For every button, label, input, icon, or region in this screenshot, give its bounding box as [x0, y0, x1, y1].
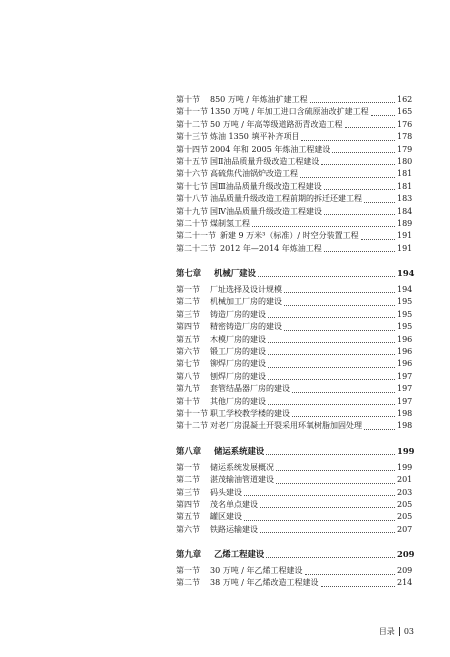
toc-entry	[176, 524, 411, 536]
toc-page-number: 197	[397, 371, 413, 381]
toc-title: 罐区建设	[210, 512, 242, 522]
toc-entry	[176, 334, 411, 346]
toc-entry	[176, 565, 411, 577]
toc-title: 国Ⅳ油品质量升级改造工程建设	[210, 206, 322, 216]
toc-leader-dots	[268, 404, 395, 405]
toc-title: 铸造厂房的建设	[210, 309, 266, 319]
toc-page-number: 179	[397, 144, 413, 154]
toc-entry	[176, 131, 411, 143]
toc-page-number: 194	[397, 285, 413, 295]
toc-leader-dots	[258, 276, 395, 277]
toc-title: 38 万吨 / 年乙烯改造工程建设	[210, 578, 319, 588]
toc-section-label: 第十节	[176, 396, 200, 406]
toc-title: 铁路运输建设	[210, 524, 258, 534]
toc-section-label: 第五节	[176, 512, 200, 522]
toc-entry	[176, 578, 411, 590]
toc-leader-dots	[300, 177, 395, 178]
toc-page-number: 184	[397, 206, 413, 216]
toc-title: 茂名单点建设	[210, 499, 258, 509]
toc-title: 码头建设	[210, 487, 242, 497]
toc-entry	[176, 106, 411, 118]
toc-leader-dots	[361, 239, 395, 240]
toc-section-label: 第十一节	[176, 107, 208, 117]
toc-entry	[176, 94, 411, 106]
toc-section-label: 第二十节	[176, 218, 208, 228]
toc-entry	[176, 383, 411, 395]
toc-leader-dots	[292, 392, 395, 393]
toc-title: 2004 年和 2005 年炼油工程建设	[210, 144, 331, 154]
toc-leader-dots	[276, 470, 395, 471]
toc-entry	[176, 284, 411, 296]
toc-leader-dots	[332, 152, 395, 153]
toc-leader-dots	[260, 507, 395, 508]
toc-page-number: 214	[397, 578, 413, 588]
toc-section-label: 第三节	[176, 487, 200, 497]
toc-leader-dots	[305, 574, 395, 575]
toc-page-number: 199	[397, 462, 413, 472]
toc-page-number: 181	[397, 181, 413, 191]
toc-leader-dots	[364, 429, 395, 430]
toc-leader-dots	[268, 354, 395, 355]
toc-entry	[176, 230, 411, 242]
toc-section-label: 第十九节	[176, 206, 208, 216]
toc-section-label: 第二节	[176, 578, 200, 588]
toc-entry	[176, 206, 411, 218]
toc-entry	[176, 462, 411, 474]
toc-page-number: 181	[397, 169, 413, 179]
toc-page-number: 207	[397, 524, 413, 534]
toc-section-label: 第六节	[176, 347, 200, 357]
toc-section-label: 第十二节	[176, 119, 208, 129]
toc-page-number: 198	[397, 408, 413, 418]
toc-entry	[176, 144, 411, 156]
toc-title: 炼油 1350 填平补齐项目	[210, 132, 300, 142]
toc-section-label: 第十一节	[176, 408, 208, 418]
toc-section-label: 第二节	[176, 297, 200, 307]
toc-page-number: 178	[397, 132, 413, 142]
toc-page-number: 176	[397, 119, 413, 129]
toc-entry	[176, 218, 411, 230]
toc-section-label: 第八章	[176, 445, 202, 456]
toc-page-number: 196	[397, 347, 413, 357]
toc-page-number: 194	[397, 268, 415, 279]
toc-section-label: 第十五节	[176, 156, 208, 166]
toc-leader-dots	[276, 483, 395, 484]
toc-page-number: 180	[397, 156, 413, 166]
toc-entry	[176, 119, 411, 131]
toc-page-number: 195	[397, 297, 413, 307]
toc-title: 湛茂输油管道建设	[210, 475, 274, 485]
toc-title: 50 万吨 / 年高等级道路沥青改造工程	[210, 119, 343, 129]
toc-leader-dots	[244, 495, 395, 496]
toc-title: 储运系统建设	[214, 445, 265, 456]
footer-separator	[399, 627, 400, 636]
toc-section-label: 第九章	[176, 549, 202, 560]
toc-chapter-row	[176, 266, 415, 280]
toc-title: 套管结晶器厂房的建设	[210, 384, 290, 394]
toc-entry	[176, 309, 411, 321]
toc-section-label: 第八节	[176, 371, 200, 381]
toc-entry	[176, 181, 411, 193]
toc-entry	[176, 296, 411, 308]
toc-entry	[176, 243, 411, 255]
toc-entry	[176, 321, 411, 333]
toc-page-number: 205	[397, 512, 413, 522]
toc-page-number: 209	[397, 549, 415, 560]
toc-entry	[176, 346, 411, 358]
toc-title: 刨焊厂房的建设	[210, 371, 266, 381]
toc-chapter-row	[176, 444, 415, 458]
toc-gap	[176, 536, 411, 547]
toc-leader-dots	[324, 251, 395, 252]
toc-section-label: 第六节	[176, 524, 200, 534]
footer-label: 目录	[378, 627, 395, 636]
toc-page-number: 195	[397, 322, 413, 332]
toc-title: 精密铸造厂房的建设	[210, 322, 282, 332]
toc-section-label: 第十二节	[176, 421, 208, 431]
toc-title: 国Ⅲ油品质量升级改造工程建设	[210, 181, 322, 191]
toc-entry	[176, 408, 411, 420]
toc-leader-dots	[284, 305, 395, 306]
toc-leader-dots	[244, 520, 395, 521]
toc-leader-dots	[266, 454, 395, 455]
footer-page-number: 03	[403, 627, 414, 636]
toc-title: 850 万吨 / 年炼油扩建工程	[210, 94, 308, 104]
toc-page-number: 199	[397, 445, 415, 456]
toc-leader-dots	[268, 342, 395, 343]
toc-page-number: 191	[397, 243, 413, 253]
toc-entry	[176, 474, 411, 486]
toc-page-number: 197	[397, 384, 413, 394]
toc-page-number: 197	[397, 396, 413, 406]
toc-section-label: 第四节	[176, 322, 200, 332]
toc-leader-dots	[364, 202, 395, 203]
toc-entry	[176, 487, 411, 499]
toc-section-label: 第十四节	[176, 144, 208, 154]
table-of-contents	[176, 94, 415, 590]
toc-entry	[176, 371, 411, 383]
toc-section-label: 第七章	[176, 268, 202, 279]
toc-title: 对老厂房混凝土开裂采用环氧树脂加固处理	[210, 421, 362, 431]
toc-title: 锻工厂房的建设	[210, 347, 266, 357]
toc-section-label: 第七节	[176, 359, 200, 369]
toc-page-number: 198	[397, 421, 413, 431]
toc-page-number: 183	[397, 194, 413, 204]
toc-page-number: 195	[397, 309, 413, 319]
toc-leader-dots	[321, 586, 395, 587]
toc-title: 机械厂建设	[214, 268, 256, 279]
toc-title: 木模厂房的建设	[210, 334, 266, 344]
toc-title: 铆焊厂房的建设	[210, 359, 266, 369]
toc-leader-dots	[284, 292, 395, 293]
toc-leader-dots	[292, 416, 395, 417]
toc-entry	[176, 396, 411, 408]
toc-leader-dots	[268, 367, 395, 368]
toc-leader-dots	[345, 127, 395, 128]
toc-gap	[176, 433, 411, 444]
toc-page-number: 201	[397, 475, 413, 485]
toc-title: 厂址选择及设计规模	[210, 285, 282, 295]
toc-leader-dots	[260, 532, 395, 533]
toc-leader-dots	[284, 330, 395, 331]
toc-title: 1350 万吨 / 年加工进口含硫原油改扩建工程	[210, 107, 369, 117]
toc-section-label: 第十六节	[176, 169, 208, 179]
toc-section-label: 第一节	[176, 566, 200, 576]
toc-leader-dots	[301, 140, 395, 141]
toc-section-label: 第五节	[176, 334, 200, 344]
toc-title: 职工学校教学楼的建设	[210, 408, 290, 418]
toc-title: 煤制氢工程	[210, 218, 250, 228]
toc-section-label: 第三节	[176, 309, 200, 319]
toc-leader-dots	[266, 557, 395, 558]
toc-section-label: 第十七节	[176, 181, 208, 191]
toc-leader-dots	[268, 317, 395, 318]
toc-title: 2012 年—2014 年炼油工程	[220, 243, 322, 253]
toc-entry	[176, 499, 411, 511]
toc-title: 国Ⅱ油品质量升级改造工程建设	[210, 156, 320, 166]
toc-leader-dots	[324, 214, 395, 215]
toc-page-number: 191	[397, 231, 413, 241]
toc-section-label: 第十八节	[176, 194, 208, 204]
toc-title: 机械加工厂房的建设	[210, 297, 282, 307]
toc-title: 30 万吨 / 年乙烯工程建设	[210, 566, 303, 576]
toc-section-label: 第十三节	[176, 132, 208, 142]
toc-section-label: 第二节	[176, 475, 200, 485]
toc-entry	[176, 156, 411, 168]
toc-gap	[176, 255, 411, 266]
toc-page-number: 165	[397, 107, 413, 117]
toc-entry	[176, 358, 411, 370]
toc-section-label: 第二十一节	[176, 231, 216, 241]
toc-title: 高硫焦代油锅炉改造工程	[210, 169, 298, 179]
toc-leader-dots	[324, 189, 395, 190]
toc-title: 新建 9 万米³（标准）/ 时空分装置工程	[220, 231, 359, 241]
toc-page-number: 205	[397, 499, 413, 509]
toc-leader-dots	[371, 115, 395, 116]
page-footer	[379, 626, 414, 637]
toc-title: 储运系统发展概况	[210, 462, 274, 472]
toc-title: 乙烯工程建设	[214, 549, 265, 560]
toc-title: 油品质量升级改造工程前期的拆迁还建工程	[210, 194, 362, 204]
toc-section-label: 第十节	[176, 94, 200, 104]
toc-page-number: 189	[397, 218, 413, 228]
toc-section-label: 第一节	[176, 285, 200, 295]
toc-section-label: 第二十二节	[176, 243, 216, 253]
toc-page-number: 196	[397, 359, 413, 369]
toc-entry	[176, 193, 411, 205]
toc-leader-dots	[321, 164, 395, 165]
toc-leader-dots	[252, 226, 395, 227]
toc-section-label: 第一节	[176, 462, 200, 472]
toc-entry	[176, 168, 411, 180]
toc-page-number: 203	[397, 487, 413, 497]
toc-page-number: 196	[397, 334, 413, 344]
toc-leader-dots	[310, 102, 395, 103]
toc-page-number: 209	[397, 566, 413, 576]
toc-title: 其他厂房的建设	[210, 396, 266, 406]
toc-section-label: 第四节	[176, 499, 200, 509]
toc-entry	[176, 511, 411, 523]
toc-section-label: 第九节	[176, 384, 200, 394]
toc-page-number: 162	[397, 94, 413, 104]
toc-leader-dots	[268, 379, 395, 380]
toc-chapter-row	[176, 547, 415, 561]
toc-entry	[176, 420, 411, 432]
